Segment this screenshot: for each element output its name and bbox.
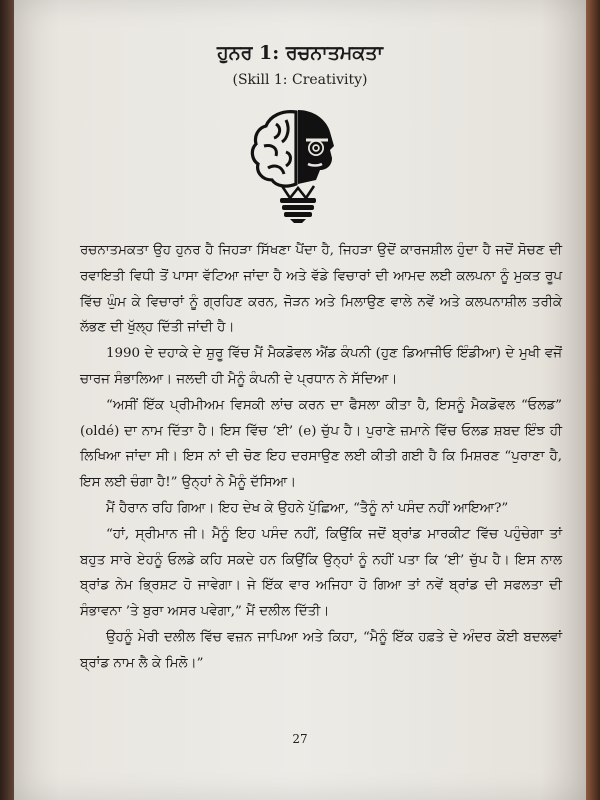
paragraph: ਰਚਨਾਤਮਕਤਾ ਉਹ ਹੁਨਰ ਹੈ ਜਿਹੜਾ ਸਿੱਖਣਾ ਪੈਂਦਾ ਹੈ, ਜਿਹੜਾ ਉਦੋਂ ਕਾਰਜਸ਼ੀਲ ਹੁੰਦਾ ਹੈ ਜਦੋਂ ਸੋਚਣ ਦੀ ਰਵਾਇਤੀ ਵਿਧੀ ਤੋਂ ਪਾਸਾ ਵੱਟਿਆ ਜਾਂਦਾ ਹੈ ਅਤੇ ਵੱਡੇ ਵਿਚਾਰਾਂ ਦੀ ਆਮਦ ਲਈ ਕਲਪਨਾ ਨੂੰ ਮੁਕਤ ਰੂਪ ਵਿੱਚ ਘੁੰਮ ਕੇ ਵਿਚਾਰਾਂ ਨੂੰ ਗ੍ਰਹਿਣ ਕਰਨ, ਜੋੜਨ ਅਤੇ ਮਿਲਾਉਣ ਵਾਲੇ ਨਵੇਂ ਅਤੇ ਕਲਪਨਾਸ਼ੀਲ ਤਰੀਕੇ ਲੱਭਣ ਦੀ ਖੁੱਲ੍ਹ ਦਿੱਤੀ ਜਾਂਦੀ ਹੈ। — [80, 243, 562, 336]
chapter-title: ਹੁਨਰ 1: ਰਚਨਾਤਮਕਤਾ — [217, 42, 383, 64]
chapter-body — [80, 238, 562, 677]
book-cover-edge-right — [586, 0, 600, 800]
paragraph: “ਅਸੀਂ ਇੱਕ ਪ੍ਰੀਮੀਅਮ ਵਿਸਕੀ ਲਾਂਚ ਕਰਨ ਦਾ ਫੈਸਲਾ ਕੀਤਾ ਹੈ, ਇਸਨੂੰ ਮੈਕਡੋਵਲ “ਓਲਡ” (oldé) ਦਾ ਨਾਮ ਦਿੱਤਾ ਹੈ। ਇਸ ਵਿੱਚ ‘ਈ’ (e) ਚੁੱਪ ਹੈ। ਪੁਰਾਣੇ ਜ਼ਮਾਨੇ ਵਿੱਚ ਓਲਡ ਸ਼ਬਦ ਇੰਝ ਹੀ ਲਿਖਿਆ ਜਾਂਦਾ ਸੀ। ਇਸ ਨਾਂ ਦੀ ਚੋਣ ਇਹ ਦਰਸਾਉਣ ਲਈ ਕੀਤੀ ਗਈ ਹੈ ਕਿ ਮਿਸ਼ਰਣ “ਪੁਰਾਣਾ ਹੈ, ਇਸ ਲਈ ਚੰਗਾ ਹੈ!” ਉਨ੍ਹਾਂ ਨੇ ਮੈਨੂੰ ਦੱਸਿਆ। — [80, 397, 562, 491]
page-number: 27 — [292, 732, 308, 746]
chapter-subtitle: (Skill 1: Creativity) — [232, 72, 368, 88]
paragraph: ਉਹਨੂੰ ਮੇਰੀ ਦਲੀਲ ਵਿੱਚ ਵਜ਼ਨ ਜਾਪਿਆ ਅਤੇ ਕਿਹਾ, “ਮੈਨੂੰ ਇੱਕ ਹਫ਼ਤੇ ਦੇ ਅੰਦਰ ਕੋਈ ਬਦਲਵਾਂ ਬ੍ਰਾਂਡ ਨਾਮ ਲੈ ਕੇ ਮਿਲੋ।” — [80, 629, 562, 671]
paragraph: 1990 ਦੇ ਦਹਾਕੇ ਦੇ ਸ਼ੁਰੂ ਵਿੱਚ ਮੈਂ ਮੈਕਡੋਵਲ ਐਂਡ ਕੰਪਨੀ (ਹੁਣ ਡਿਆਜੀਓ ਇੰਡੀਆ) ਦੇ ਮੁਖੀ ਵਜੋਂ ਚਾਰਜ ਸੰਭਾਲਿਆ। ਜਲਦੀ ਹੀ ਮੈਨੂੰ ਕੰਪਨੀ ਦੇ ਪ੍ਰਧਾਨ ਨੇ ਸੱਦਿਆ। — [80, 346, 562, 387]
paragraph: ਮੈਂ ਹੈਰਾਨ ਰਹਿ ਗਿਆ। ਇਹ ਦੇਖ ਕੇ ਉਹਨੇ ਪੁੱਛਿਆ, “ਤੈਨੂੰ ਨਾਂ ਪਸੰਦ ਨਹੀਂ ਆਇਆ?” — [106, 500, 509, 516]
brain-lightbulb-face-icon — [246, 104, 350, 224]
paragraph: “ਹਾਂ, ਸ੍ਰੀਮਾਨ ਜੀ। ਮੈਨੂੰ ਇਹ ਪਸੰਦ ਨਹੀਂ, ਕਿਉਂਕਿ ਜਦੋਂ ਬ੍ਰਾਂਡ ਮਾਰਕੀਟ ਵਿੱਚ ਪਹੁੰਚੇਗਾ ਤਾਂ ਬਹੁਤ ਸਾਰੇ ਏਹਨੂੰ ਓਲਡੇ ਕਹਿ ਸਕਦੇ ਹਨ ਕਿਉਂਕਿ ਉਨ੍ਹਾਂ ਨੂੰ ਨਹੀਂ ਪਤਾ ਕਿ ‘ਈ’ ਚੁੱਪ ਹੈ। ਇਸ ਨਾਲ ਬ੍ਰਾਂਡ ਨੇਮ ਭ੍ਰਿਸ਼ਟ ਹੋ ਜਾਵੇਗਾ। ਜੇ ਇੱਕ ਵਾਰ ਅਜਿਹਾ ਹੋ ਗਿਆ ਤਾਂ ਨਵੇਂ ਬ੍ਰਾਂਡ ਦੀ ਸਫਲਤਾ ਦੀ ਸੰਭਾਵਨਾ ’ਤੇ ਬੁਰਾ ਅਸਰ ਪਵੇਗਾ,” ਮੈਂ ਦਲੀਲ ਦਿੱਤੀ। — [80, 526, 562, 620]
